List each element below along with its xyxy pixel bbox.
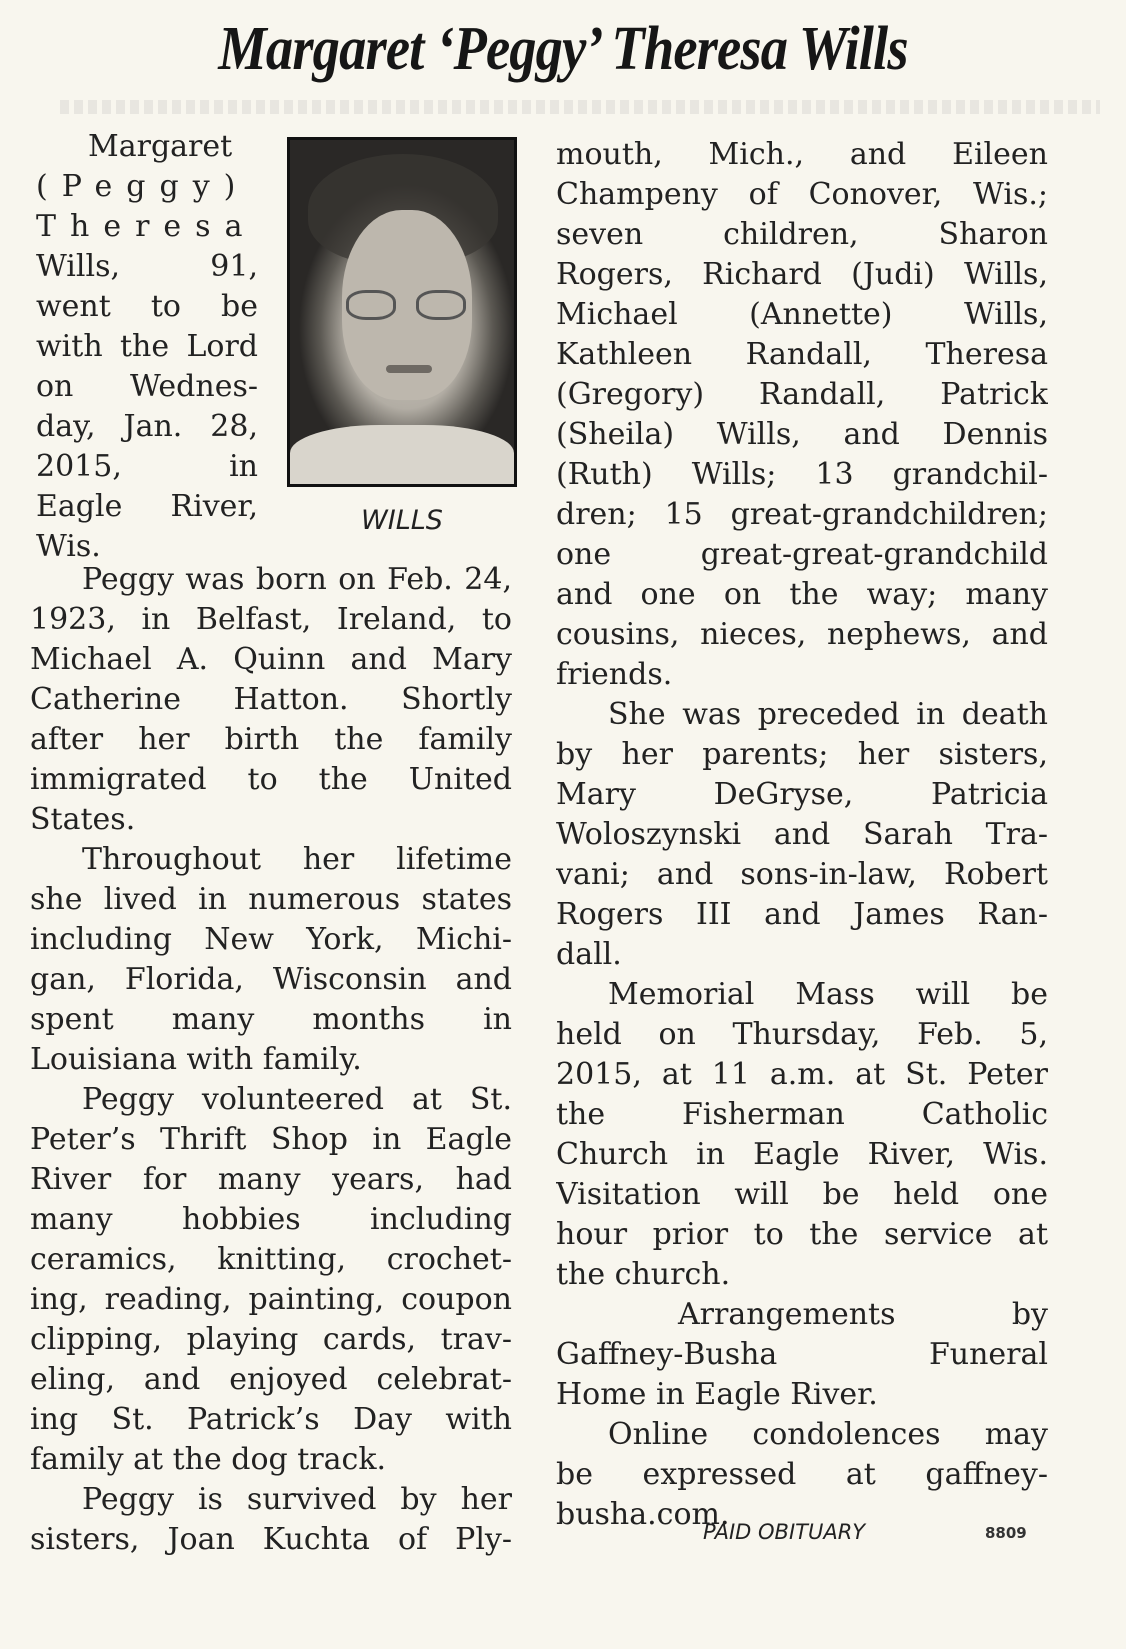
text-line: went to be xyxy=(36,289,258,324)
text-line: Throughout her lifetime xyxy=(82,842,512,877)
text-line: Wills, 91, xyxy=(36,249,258,284)
text-line: spent many months in xyxy=(30,1002,512,1037)
text-line: be expressed at gaffney- xyxy=(556,1457,1048,1492)
text-line: ceramics, knitting, crochet- xyxy=(30,1242,512,1277)
text-line: on Wednes- xyxy=(36,369,258,404)
text-line: She was preceded in death xyxy=(608,697,1048,732)
text-line: she lived in numerous states xyxy=(30,882,512,917)
text-line: Peggy volunteered at St. xyxy=(82,1082,512,1117)
text-line: (Sheila) Wills, and Dennis xyxy=(556,417,1048,452)
text-line: ing, reading, painting, coupon xyxy=(30,1282,512,1317)
text-line: immigrated to the United xyxy=(30,762,512,797)
text-line: ing St. Patrick’s Day with xyxy=(30,1402,512,1437)
intro-text xyxy=(36,127,258,567)
text-line: mouth, Mich., and Eileen xyxy=(556,137,1048,172)
biography-text xyxy=(30,560,512,1560)
text-line: vani; and sons-in-law, Robert xyxy=(556,857,1048,892)
portrait-photo xyxy=(287,137,517,487)
text-line: day, Jan. 28, xyxy=(36,409,258,444)
text-line: family at the dog track. xyxy=(30,1442,387,1477)
text-line: Theresa xyxy=(36,209,257,244)
glasses-icon xyxy=(346,290,466,324)
text-line: 2015, at 11 a.m. at St. Peter xyxy=(556,1057,1048,1092)
text-line: held on Thursday, Feb. 5, xyxy=(556,1017,1048,1052)
text-line: Peter’s Thrift Shop in Eagle xyxy=(30,1122,512,1157)
text-line: with the Lord xyxy=(36,329,258,364)
text-line: Visitation will be held one xyxy=(556,1177,1048,1212)
text-line: after her birth the family xyxy=(30,722,512,757)
text-line: 1923, in Belfast, Ireland, to xyxy=(30,602,512,637)
obituary-title: Margaret ‘Peggy’ Theresa Wills xyxy=(218,15,908,83)
text-line: sisters, Joan Kuchta of Ply- xyxy=(30,1522,512,1557)
text-line: busha.com. xyxy=(556,1497,730,1532)
text-line: Arrangements by xyxy=(678,1297,1048,1332)
text-line: many hobbies including xyxy=(30,1202,512,1237)
text-line: River for many years, had xyxy=(30,1162,512,1197)
text-line: dall. xyxy=(556,937,622,972)
text-line: Margaret xyxy=(88,129,233,164)
text-line: Champeny of Conover, Wis.; xyxy=(556,177,1048,212)
text-line: Mary DeGryse, Patricia xyxy=(556,777,1048,812)
text-line: gan, Florida, Wisconsin and xyxy=(30,962,512,997)
text-line: Memorial Mass will be xyxy=(608,977,1048,1012)
text-line: Kathleen Randall, Theresa xyxy=(556,337,1048,372)
text-line: Catherine Hatton. Shortly xyxy=(30,682,512,717)
photo-caption: WILLS xyxy=(361,505,443,536)
text-line: and one on the way; many xyxy=(556,577,1048,612)
text-line: cousins, nieces, nephews, and xyxy=(556,617,1048,652)
text-line: eling, and enjoyed celebrat- xyxy=(30,1362,512,1397)
text-line: Rogers, Richard (Judi) Wills, xyxy=(556,257,1048,292)
text-line: hour prior to the service at xyxy=(556,1217,1048,1252)
text-line: the Fisherman Catholic xyxy=(556,1097,1048,1132)
text-line: Gaffney-Busha Funeral xyxy=(556,1337,1048,1372)
bleed-through-text xyxy=(60,100,1100,114)
text-line: States. xyxy=(30,802,136,837)
text-line: Home in Eagle River. xyxy=(556,1377,878,1412)
text-line: Church in Eagle River, Wis. xyxy=(556,1137,1048,1172)
text-line: clipping, playing cards, trav- xyxy=(30,1322,512,1357)
family-and-services-text xyxy=(556,135,1048,1535)
text-line: seven children, Sharon xyxy=(556,217,1048,252)
text-line: (Gregory) Randall, Patrick xyxy=(556,377,1048,412)
text-line: Wis. xyxy=(36,529,101,564)
text-line: Online condolences may xyxy=(608,1417,1048,1452)
text-line: dren; 15 great-grandchildren; xyxy=(556,497,1048,532)
text-line: Woloszynski and Sarah Tra- xyxy=(556,817,1048,852)
text-line: Michael (Annette) Wills, xyxy=(556,297,1048,332)
text-line: friends. xyxy=(556,657,673,692)
paid-obituary-label: PAID OBITUARY xyxy=(703,1520,866,1544)
text-line: the church. xyxy=(556,1257,731,1292)
text-line: by her parents; her sisters, xyxy=(556,737,1048,772)
text-line: 2015, in xyxy=(36,449,258,484)
text-line: (Ruth) Wills; 13 grandchil- xyxy=(556,457,1048,492)
text-line: Eagle River, xyxy=(36,489,258,524)
ad-code: 8809 xyxy=(985,1524,1027,1542)
text-line: Michael A. Quinn and Mary xyxy=(30,642,512,677)
text-line: one great-great-grandchild xyxy=(556,537,1048,572)
text-line: Louisiana with family. xyxy=(30,1042,362,1077)
text-line: including New York, Michi- xyxy=(30,922,512,957)
text-line: Peggy was born on Feb. 24, xyxy=(82,562,512,597)
text-line: (Peggy) xyxy=(36,169,250,204)
text-line: Peggy is survived by her xyxy=(82,1482,512,1517)
text-line: Rogers III and James Ran- xyxy=(556,897,1048,932)
